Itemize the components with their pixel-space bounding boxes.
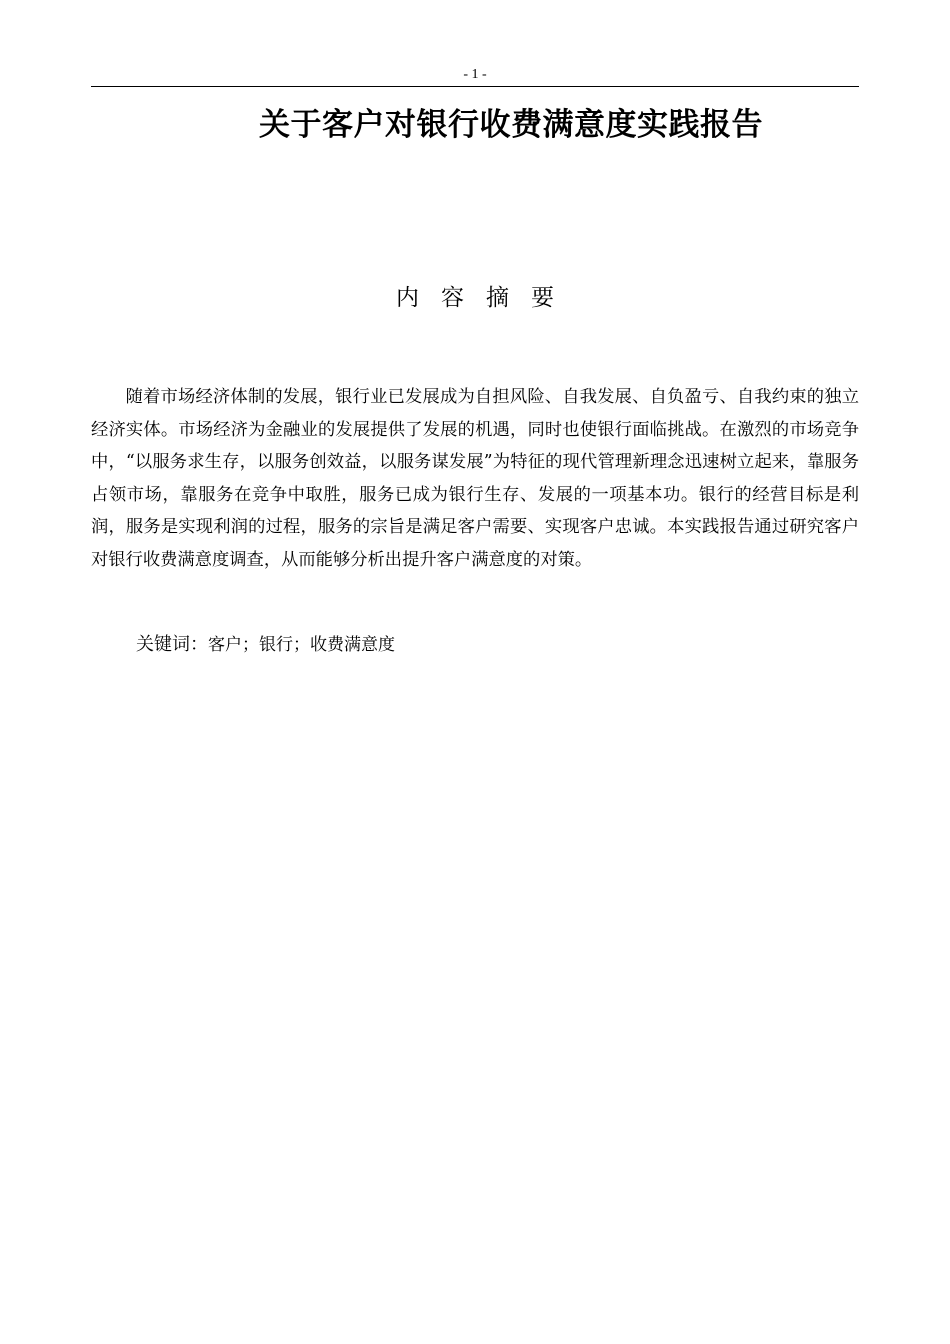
abstract-heading — [91, 282, 859, 314]
abstract-heading-char: 内 — [396, 285, 419, 311]
page-header — [91, 66, 859, 87]
keywords-value: 客户；银行；收费满意度 — [208, 635, 395, 655]
abstract-paragraph: 随着市场经济体制的发展，银行业已发展成为自担风险、自我发展、自负盈亏、自我约束的独立经济实体。市场经济为金融业的发展提供了发展的机遇，同时也使银行面临挑战。在激烈的市场竞争中，“以服务求生存，以服务创效益，以服务谋发展”为特征的现代管理新理念迅速树立起来，靠服务占领市场，靠服务在竞争中取胜，服务已成为银行生存、发展的一项基本功。银行的经营目标是利润，服务是实现利润的过程，服务的宗旨是满足客户需要、实现客户忠诚。本实践报告通过研究客户对银行收费满意度调查，从而能够分析出提升客户满意度的对策。 — [91, 387, 859, 570]
abstract-heading-char: 摘 — [486, 285, 509, 311]
abstract-heading-char: 容 — [441, 285, 464, 311]
abstract-heading-char: 要 — [531, 285, 554, 311]
keywords-line — [136, 630, 395, 660]
document-title: 关于客户对银行收费满意度实践报告 — [259, 107, 763, 143]
page-number: - 1 - — [463, 67, 487, 82]
keywords-label: 关键词： — [136, 634, 208, 655]
